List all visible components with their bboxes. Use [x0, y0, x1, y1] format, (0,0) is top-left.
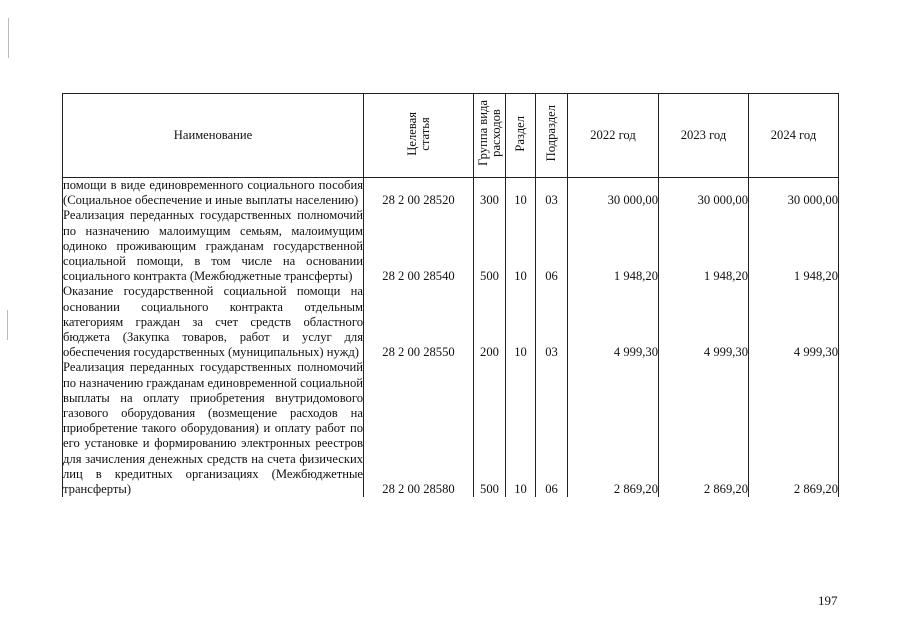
row-amount-2024: 4 999,30	[749, 284, 839, 360]
row-subsection: 06	[536, 208, 568, 284]
row-amount-2022: 2 869,20	[568, 360, 659, 497]
scan-margin-mark	[7, 310, 8, 340]
row-subsection: 03	[536, 284, 568, 360]
row-subsection: 03	[536, 178, 568, 209]
row-section: 10	[506, 284, 536, 360]
header-year-2024: 2024 год	[749, 94, 839, 178]
header-section: Раздел	[506, 94, 536, 178]
row-amount-2024: 1 948,20	[749, 208, 839, 284]
table-row	[63, 284, 839, 360]
row-expense-group: 300	[474, 178, 506, 209]
table-row	[63, 208, 839, 284]
page-number: 197	[818, 593, 838, 608]
row-section: 10	[506, 178, 536, 209]
header-target-article: Целевая статья	[364, 94, 474, 178]
row-name: Реализация переданных государственных полномочий по назначению малоимущим семьям, малоимущим одиноко проживающим гражданам государственной социальной помощи, в том числе на основании социального контракта (Межбюджетные трансферты)	[63, 208, 363, 284]
row-target-article: 28 2 00 28550	[364, 284, 474, 360]
row-amount-2023: 1 948,20	[659, 208, 749, 284]
row-amount-2023: 30 000,00	[659, 178, 749, 209]
row-expense-group: 500	[474, 360, 506, 497]
table-row	[63, 178, 839, 209]
header-year-2022: 2022 год	[568, 94, 659, 178]
row-section: 10	[506, 360, 536, 497]
budget-table	[62, 93, 839, 497]
scan-margin-mark	[8, 18, 9, 58]
header-year-2023: 2023 год	[659, 94, 749, 178]
row-target-article: 28 2 00 28580	[364, 360, 474, 497]
row-amount-2023: 2 869,20	[659, 360, 749, 497]
row-expense-group: 500	[474, 208, 506, 284]
row-subsection: 06	[536, 360, 568, 497]
row-name: Оказание государственной социальной помощи на основании социального контракта отдельным категориям граждан за счет средств областного бюджета (Закупка товаров, работ и услуг для обеспечения государственных (муниципальных) нужд)	[63, 284, 363, 360]
row-name: помощи в виде единовременного социального пособия (Социальное обеспечение и иные выплаты населению)	[63, 178, 363, 208]
row-amount-2024: 2 869,20	[749, 360, 839, 497]
row-amount-2022: 1 948,20	[568, 208, 659, 284]
row-amount-2024: 30 000,00	[749, 178, 839, 209]
row-amount-2022: 4 999,30	[568, 284, 659, 360]
row-section: 10	[506, 208, 536, 284]
row-name: Реализация переданных государственных полномочий по назначению гражданам единовременной социальной выплаты на оплату приобретения внутридомового газового оборудования (возмещение расходов на приобретение такого оборудования) и оплату работ по его установке и формированию электронных реестров для зачисления денежных средств на счета физических лиц в кредитных организациях (Межбюджетные трансферты)	[63, 360, 364, 497]
table-row	[63, 360, 839, 497]
table-header-row	[63, 94, 839, 178]
row-expense-group: 200	[474, 284, 506, 360]
header-name: Наименование	[63, 94, 364, 178]
row-target-article: 28 2 00 28540	[364, 208, 474, 284]
row-amount-2023: 4 999,30	[659, 284, 749, 360]
row-target-article: 28 2 00 28520	[364, 178, 474, 209]
header-subsection: Подраздел	[536, 94, 568, 178]
header-expense-group: Группа вида расходов	[474, 94, 506, 178]
row-amount-2022: 30 000,00	[568, 178, 659, 209]
